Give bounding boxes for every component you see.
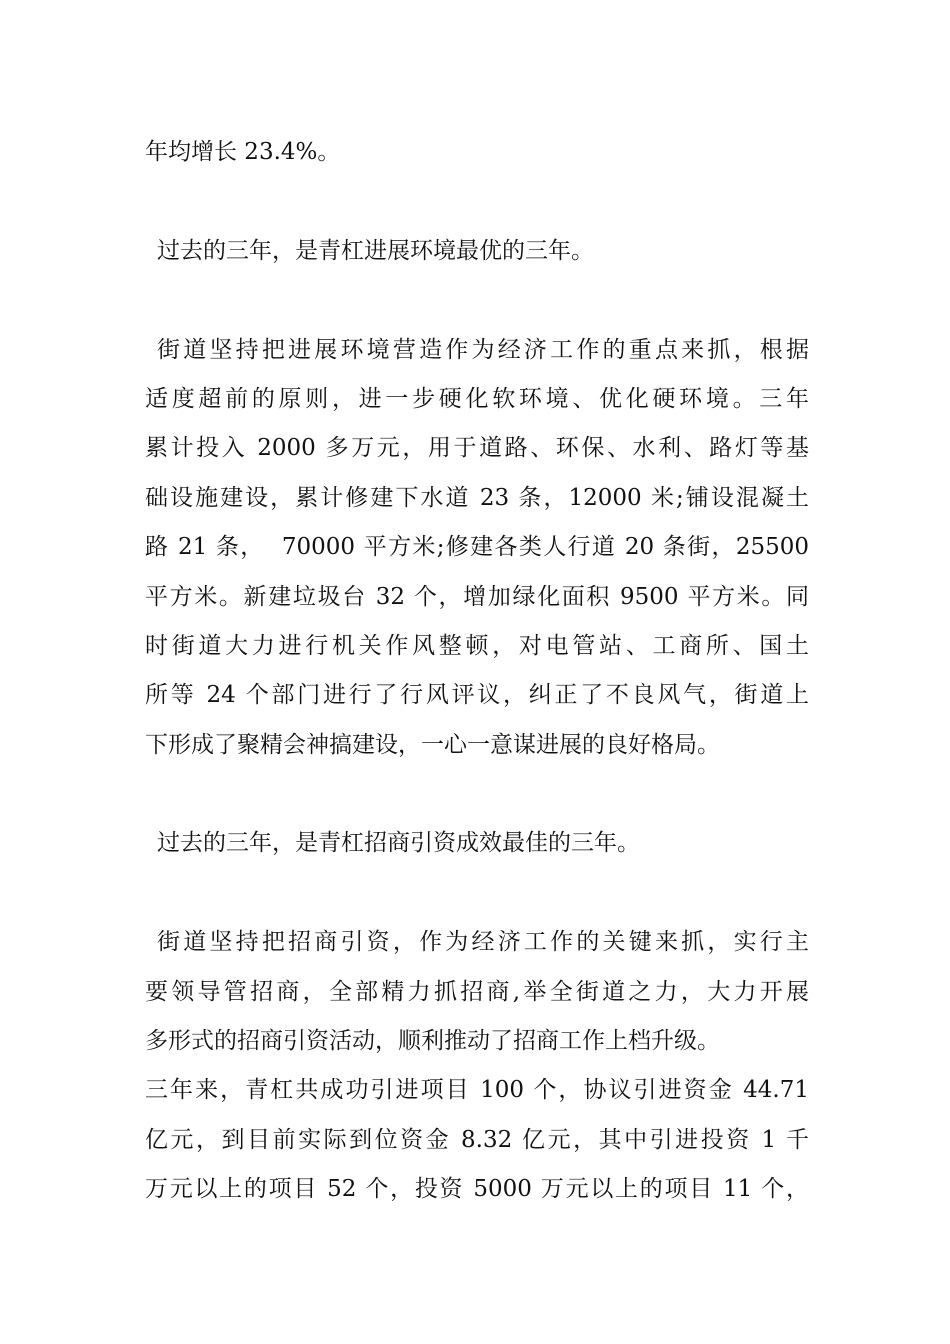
paragraph-line: 要领导管招商，全部精力抓招商,举全街道之力，大力开展 bbox=[145, 978, 809, 1005]
paragraph-gap bbox=[145, 869, 809, 918]
paragraph-line: 所等 24 个部门进行了行风评议，纠正了不良风气，街道上 bbox=[145, 682, 809, 709]
paragraph-line: 街道坚持把进展环境营造作为经济工作的重点来抓，根据 bbox=[157, 336, 809, 363]
paragraph-line: 累计投入 2000 多万元，用于道路、环保、水利、路灯等基 bbox=[145, 435, 809, 462]
paragraph-line: 街道坚持把招商引资，作为经济工作的关键来抓，实行主 bbox=[157, 929, 809, 956]
paragraph-gap bbox=[145, 276, 809, 325]
paragraph-line: 多形式的招商引资活动，顺利推动了招商工作上档升级。 bbox=[145, 1028, 720, 1055]
paragraph-line: 三年来，青杠共成功引进项目 100 个，协议引进资金 44.71 bbox=[145, 1077, 809, 1104]
paragraph-line: 平方米。新建垃圾台 32 个，增加绿化面积 9500 平方米。同 bbox=[145, 583, 809, 610]
paragraph-line: 下形成了聚精会神搞建设，一心一意谋进展的良好格局。 bbox=[145, 731, 720, 758]
section-heading-environment: 过去的三年，是青杠进展环境最优的三年。 bbox=[157, 237, 594, 264]
paragraph-gap bbox=[145, 770, 809, 819]
paragraph-line: 万元以上的项目 52 个，投资 5000 万元以上的项目 11 个， bbox=[145, 1176, 809, 1203]
paragraph-line: 时街道大力进行机关作风整顿，对电管站、工商所、国土 bbox=[145, 632, 809, 659]
paragraph-line: 础设施建设，累计修建下水道 23 条，12000 米;铺设混凝土 bbox=[145, 484, 809, 511]
paragraph-line: 路 21 条， 70000 平方米;修建各类人行道 20 条街，25500 bbox=[145, 534, 809, 561]
paragraph-line: 亿元，到目前实际到位资金 8.32 亿元，其中引进投资 1 千 bbox=[145, 1126, 809, 1153]
paragraph-gap bbox=[145, 177, 809, 226]
paragraph-line: 年均增长 23.4%。 bbox=[145, 139, 341, 165]
section-heading-investment: 过去的三年，是青杠招商引资成效最佳的三年。 bbox=[157, 830, 640, 857]
paragraph-line: 适度超前的原则，进一步硬化软环境、优化硬环境。三年 bbox=[145, 385, 809, 412]
document-page bbox=[145, 128, 809, 1215]
